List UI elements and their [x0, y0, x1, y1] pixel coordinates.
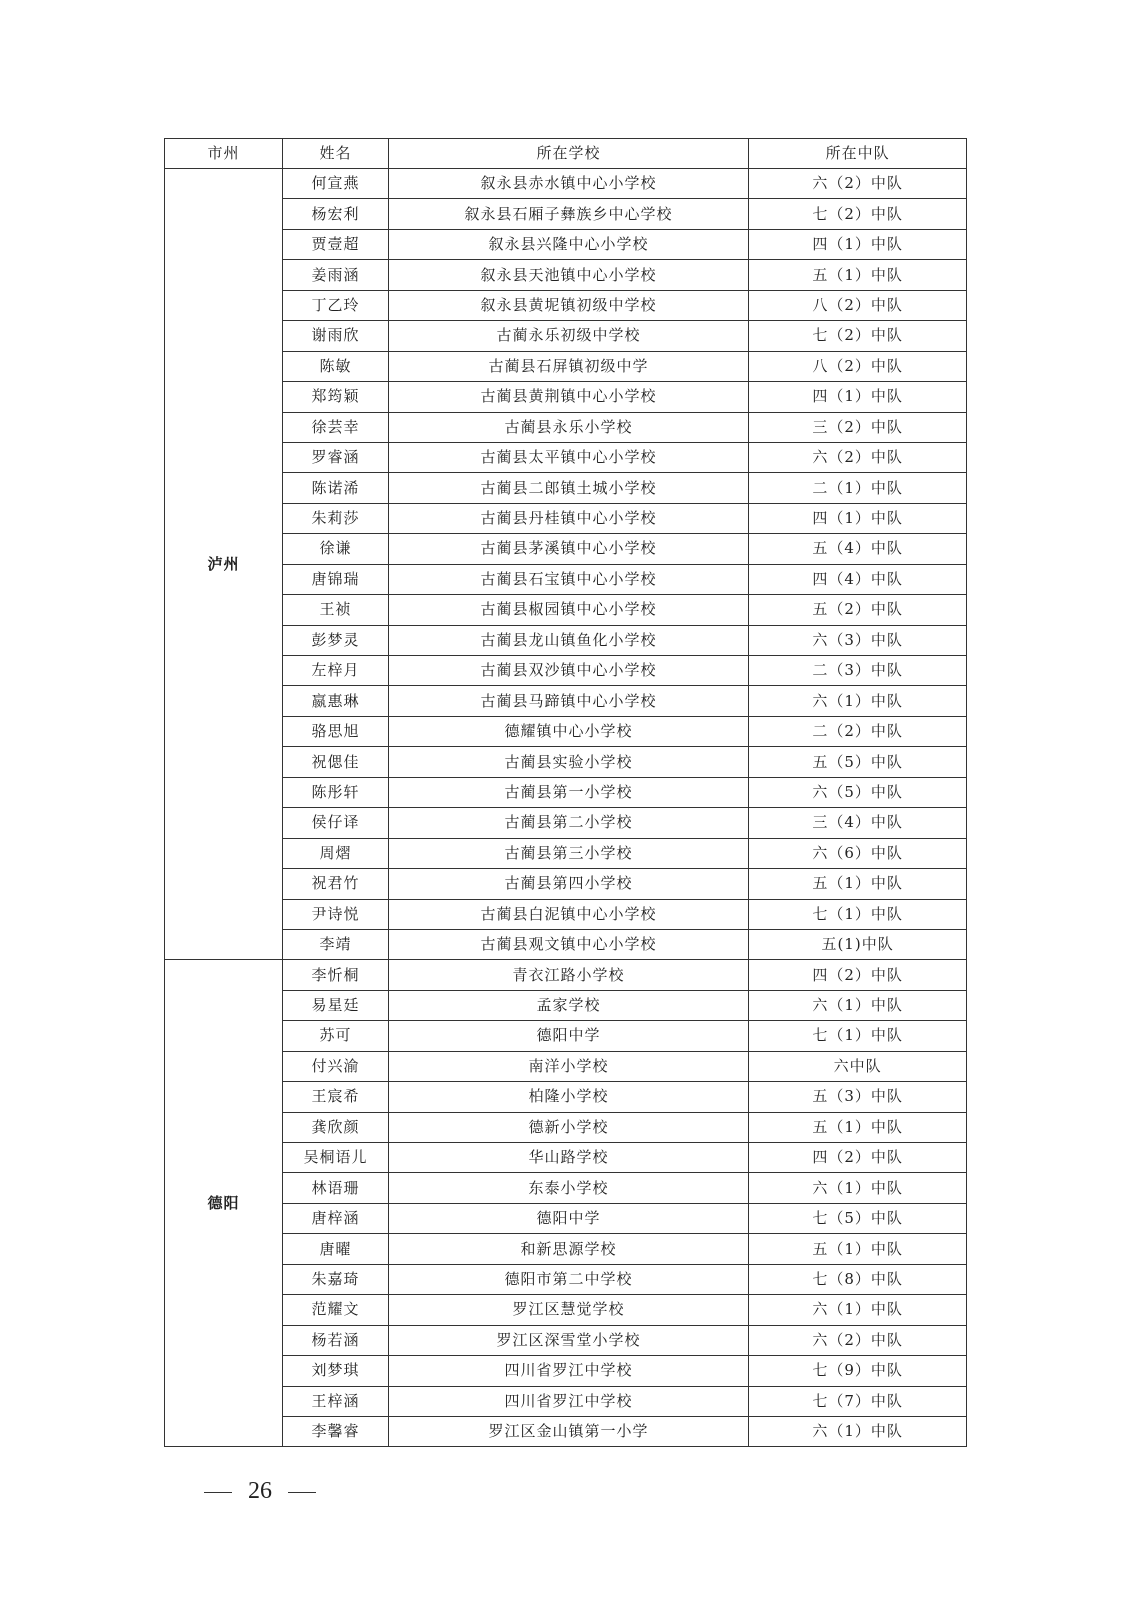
table-row — [165, 321, 967, 351]
table-row — [165, 290, 967, 320]
school-cell: 古蔺县马蹄镇中心小学校 — [388, 686, 748, 716]
school-cell: 德新小学校 — [388, 1112, 748, 1142]
school-cell: 古蔺县第四小学校 — [388, 869, 748, 899]
name-cell: 姜雨涵 — [283, 260, 389, 290]
name-cell: 陈诺浠 — [283, 473, 389, 503]
city-cell: 泸州 — [165, 169, 283, 960]
table-row — [165, 656, 967, 686]
name-cell: 王梓涵 — [283, 1386, 389, 1416]
school-cell: 古蔺县观文镇中心小学校 — [388, 929, 748, 959]
school-cell: 叙永县石厢子彝族乡中心学校 — [388, 199, 748, 229]
school-cell: 古蔺县第三小学校 — [388, 838, 748, 868]
table-row — [165, 1051, 967, 1081]
table-row — [165, 442, 967, 472]
squad-cell: 七（8）中队 — [749, 1264, 967, 1294]
table-row — [165, 595, 967, 625]
squad-cell: 六（2）中队 — [749, 169, 967, 199]
name-cell: 侯仔译 — [283, 808, 389, 838]
table-row — [165, 1203, 967, 1233]
table-row — [165, 1295, 967, 1325]
table-row — [165, 625, 967, 655]
name-cell: 王祯 — [283, 595, 389, 625]
squad-cell: 三（4）中队 — [749, 808, 967, 838]
name-cell: 付兴渝 — [283, 1051, 389, 1081]
table-row — [165, 990, 967, 1020]
squad-cell: 八（2）中队 — [749, 351, 967, 381]
table-row — [165, 1112, 967, 1142]
table-row — [165, 1264, 967, 1294]
name-cell: 易星廷 — [283, 990, 389, 1020]
roster-table — [164, 138, 967, 1447]
school-cell: 罗江区深雪堂小学校 — [388, 1325, 748, 1355]
school-cell: 叙永县兴隆中心小学校 — [388, 229, 748, 259]
table-row — [165, 503, 967, 533]
table-row — [165, 412, 967, 442]
name-cell: 尹诗悦 — [283, 899, 389, 929]
school-cell: 华山路学校 — [388, 1143, 748, 1173]
table-row — [165, 1234, 967, 1264]
table-row — [165, 777, 967, 807]
header-squad: 所在中队 — [749, 139, 967, 169]
name-cell: 朱嘉琦 — [283, 1264, 389, 1294]
squad-cell: 六（6）中队 — [749, 838, 967, 868]
table-row — [165, 169, 967, 199]
name-cell: 吴桐语儿 — [283, 1143, 389, 1173]
squad-cell: 四（2）中队 — [749, 1143, 967, 1173]
table-row — [165, 929, 967, 959]
squad-cell: 六（1）中队 — [749, 1295, 967, 1325]
school-cell: 四川省罗江中学校 — [388, 1386, 748, 1416]
squad-cell: 六（2）中队 — [749, 1325, 967, 1355]
squad-cell: 五（5）中队 — [749, 747, 967, 777]
squad-cell: 六（1）中队 — [749, 1173, 967, 1203]
footer-dash-left — [204, 1492, 232, 1493]
name-cell: 骆思旭 — [283, 716, 389, 746]
squad-cell: 六（1）中队 — [749, 1416, 967, 1446]
name-cell: 唐锦瑞 — [283, 564, 389, 594]
squad-cell: 五（4）中队 — [749, 534, 967, 564]
name-cell: 罗睿涵 — [283, 442, 389, 472]
name-cell: 祝君竹 — [283, 869, 389, 899]
name-cell: 李忻桐 — [283, 960, 389, 990]
name-cell: 苏可 — [283, 1021, 389, 1051]
name-cell: 范耀文 — [283, 1295, 389, 1325]
page-footer — [188, 1478, 332, 1505]
squad-cell: 五（1）中队 — [749, 260, 967, 290]
school-cell: 叙永县天池镇中心小学校 — [388, 260, 748, 290]
name-cell: 祝偲佳 — [283, 747, 389, 777]
school-cell: 古蔺县黄荆镇中心小学校 — [388, 382, 748, 412]
squad-cell: 七（2）中队 — [749, 199, 967, 229]
school-cell: 德耀镇中心小学校 — [388, 716, 748, 746]
table-row — [165, 747, 967, 777]
name-cell: 何宣燕 — [283, 169, 389, 199]
squad-cell: 六（1）中队 — [749, 686, 967, 716]
table-row — [165, 1143, 967, 1173]
name-cell: 杨宏利 — [283, 199, 389, 229]
school-cell: 和新思源学校 — [388, 1234, 748, 1264]
school-cell: 罗江区金山镇第一小学 — [388, 1416, 748, 1446]
name-cell: 徐谦 — [283, 534, 389, 564]
name-cell: 周熠 — [283, 838, 389, 868]
squad-cell: 二（2）中队 — [749, 716, 967, 746]
squad-cell: 四（2）中队 — [749, 960, 967, 990]
school-cell: 德阳中学 — [388, 1203, 748, 1233]
squad-cell: 六（3）中队 — [749, 625, 967, 655]
table-row — [165, 1173, 967, 1203]
squad-cell: 七（5）中队 — [749, 1203, 967, 1233]
squad-cell: 六（2）中队 — [749, 442, 967, 472]
name-cell: 陈彤轩 — [283, 777, 389, 807]
squad-cell: 六（1）中队 — [749, 990, 967, 1020]
table-row — [165, 808, 967, 838]
name-cell: 李馨睿 — [283, 1416, 389, 1446]
school-cell: 德阳中学 — [388, 1021, 748, 1051]
school-cell: 古蔺县太平镇中心小学校 — [388, 442, 748, 472]
name-cell: 郑筠颖 — [283, 382, 389, 412]
header-school: 所在学校 — [388, 139, 748, 169]
school-cell: 古蔺县石宝镇中心小学校 — [388, 564, 748, 594]
squad-cell: 五（1）中队 — [749, 1112, 967, 1142]
squad-cell: 四（1）中队 — [749, 229, 967, 259]
school-cell: 柏隆小学校 — [388, 1082, 748, 1112]
page-number: 26 — [248, 1478, 272, 1504]
squad-cell: 四（4）中队 — [749, 564, 967, 594]
school-cell: 古蔺县石屏镇初级中学 — [388, 351, 748, 381]
school-cell: 古蔺县茅溪镇中心小学校 — [388, 534, 748, 564]
name-cell: 朱莉莎 — [283, 503, 389, 533]
squad-cell: 七（9）中队 — [749, 1356, 967, 1386]
name-cell: 谢雨欣 — [283, 321, 389, 351]
squad-cell: 六（5）中队 — [749, 777, 967, 807]
table-row — [165, 1416, 967, 1446]
table-row — [165, 838, 967, 868]
school-cell: 叙永县赤水镇中心小学校 — [388, 169, 748, 199]
squad-cell: 八（2）中队 — [749, 290, 967, 320]
city-cell: 德阳 — [165, 960, 283, 1447]
name-cell: 林语珊 — [283, 1173, 389, 1203]
school-cell: 古蔺县椒园镇中心小学校 — [388, 595, 748, 625]
school-cell: 古蔺县双沙镇中心小学校 — [388, 656, 748, 686]
table-row — [165, 229, 967, 259]
school-cell: 古蔺县第二小学校 — [388, 808, 748, 838]
school-cell: 青衣江路小学校 — [388, 960, 748, 990]
table-row — [165, 382, 967, 412]
school-cell: 东泰小学校 — [388, 1173, 748, 1203]
name-cell: 贾壹超 — [283, 229, 389, 259]
school-cell: 古蔺县白泥镇中心小学校 — [388, 899, 748, 929]
name-cell: 龚欣颜 — [283, 1112, 389, 1142]
squad-cell: 七（1）中队 — [749, 899, 967, 929]
table-row — [165, 716, 967, 746]
name-cell: 唐曜 — [283, 1234, 389, 1264]
table-row — [165, 899, 967, 929]
table-row — [165, 960, 967, 990]
school-cell: 古蔺县实验小学校 — [388, 747, 748, 777]
table-row — [165, 869, 967, 899]
table-row — [165, 1325, 967, 1355]
squad-cell: 三（2）中队 — [749, 412, 967, 442]
squad-cell: 五（1）中队 — [749, 1234, 967, 1264]
header-name: 姓名 — [283, 139, 389, 169]
school-cell: 叙永县黄坭镇初级中学校 — [388, 290, 748, 320]
squad-cell: 五(1)中队 — [749, 929, 967, 959]
table-row — [165, 1356, 967, 1386]
name-cell: 嬴惠琳 — [283, 686, 389, 716]
school-cell: 古蔺县永乐小学校 — [388, 412, 748, 442]
squad-cell: 七（2）中队 — [749, 321, 967, 351]
school-cell: 孟家学校 — [388, 990, 748, 1020]
table-row — [165, 199, 967, 229]
table-row — [165, 351, 967, 381]
header-city: 市州 — [165, 139, 283, 169]
name-cell: 彭梦灵 — [283, 625, 389, 655]
table-row — [165, 473, 967, 503]
school-cell: 四川省罗江中学校 — [388, 1356, 748, 1386]
name-cell: 王宸希 — [283, 1082, 389, 1112]
header-row — [165, 139, 967, 169]
name-cell: 李靖 — [283, 929, 389, 959]
squad-cell: 五（2）中队 — [749, 595, 967, 625]
name-cell: 徐芸幸 — [283, 412, 389, 442]
squad-cell: 六中队 — [749, 1051, 967, 1081]
footer-dash-right — [288, 1492, 316, 1493]
table-row — [165, 260, 967, 290]
table-row — [165, 564, 967, 594]
name-cell: 唐梓涵 — [283, 1203, 389, 1233]
name-cell: 杨若涵 — [283, 1325, 389, 1355]
school-cell: 德阳市第二中学校 — [388, 1264, 748, 1294]
squad-cell: 七（1）中队 — [749, 1021, 967, 1051]
table-row — [165, 1021, 967, 1051]
squad-cell: 五（3）中队 — [749, 1082, 967, 1112]
school-cell: 古蔺县丹桂镇中心小学校 — [388, 503, 748, 533]
name-cell: 陈敏 — [283, 351, 389, 381]
school-cell: 古蔺县第一小学校 — [388, 777, 748, 807]
school-cell: 罗江区慧觉学校 — [388, 1295, 748, 1325]
squad-cell: 二（1）中队 — [749, 473, 967, 503]
table-row — [165, 686, 967, 716]
squad-cell: 二（3）中队 — [749, 656, 967, 686]
squad-cell: 四（1）中队 — [749, 382, 967, 412]
roster-body — [165, 169, 967, 1447]
table-row — [165, 1386, 967, 1416]
squad-cell: 五（1）中队 — [749, 869, 967, 899]
squad-cell: 七（7）中队 — [749, 1386, 967, 1416]
name-cell: 刘梦琪 — [283, 1356, 389, 1386]
name-cell: 丁乙玲 — [283, 290, 389, 320]
school-cell: 古蔺永乐初级中学校 — [388, 321, 748, 351]
table-row — [165, 534, 967, 564]
table-row — [165, 1082, 967, 1112]
school-cell: 古蔺县龙山镇鱼化小学校 — [388, 625, 748, 655]
squad-cell: 四（1）中队 — [749, 503, 967, 533]
name-cell: 左梓月 — [283, 656, 389, 686]
school-cell: 古蔺县二郎镇土城小学校 — [388, 473, 748, 503]
school-cell: 南洋小学校 — [388, 1051, 748, 1081]
